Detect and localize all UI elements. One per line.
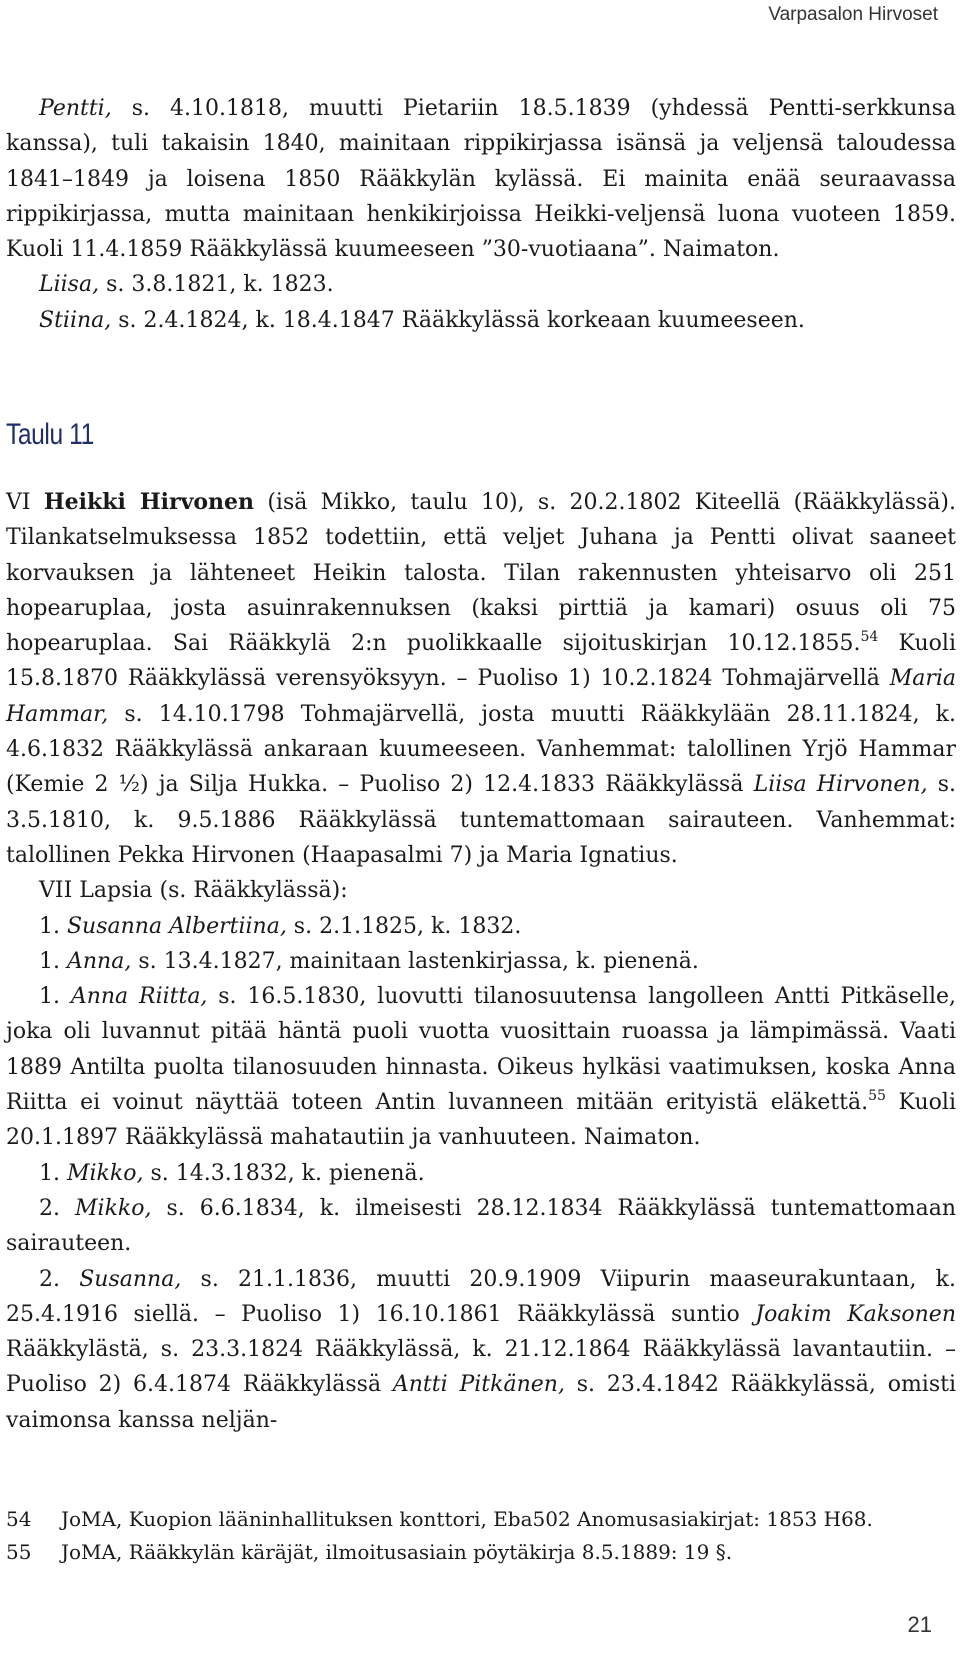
text-block-main — [6, 485, 956, 1438]
paragraph-heikki: VI Heikki Hirvonen (isä Mikko, taulu 10), s. 20.2.1802 Kiteellä (Rääkkylässä). Tilankatselmuksessa 1852 todettiin, että veljet Juhana ja Pentti olivat saaneet korvauksen ja lähteneet Heikin talosta. Tilan rakennusten yhteisarvo oli 251 hopearuplaa, josta asuinrakennuksen (kaksi pirttiä ja kamari) osuus oli 75 hopearuplaa. Sai Rääkkylä 2:n puolikkaalle sijoituskirjan 10.12.1855.54 Kuoli 15.8.1870 Rääkkylässä verensyöksyyn. – Puoliso 1) 10.2.1824 Tohmajärvellä Maria Hammar, s. 14.10.1798 Tohmajärvellä, josta muutti Rääkkylään 28.11.1824, k. 4.6.1832 Rääkkylässä ankaraan kuumeeseen. Vanhemmat: talollinen Yrjö Hammar (Kemie 2 ½) ja Silja Hukka. – Puoliso 2) 12.4.1833 Rääkkylässä Liisa Hirvonen, s. 3.5.1810, k. 9.5.1886 Rääkkylässä tuntemattomaan sairauteen. Vanhemmat: talollinen Pekka Hirvonen (Haapasalmi 7) ja Maria Ignatius. — [6, 489, 957, 868]
child-entry: 1. Susanna Albertiina, s. 2.1.1825, k. 1832. — [39, 913, 522, 939]
children-intro: VII Lapsia (s. Rääkkylässä): — [39, 878, 348, 904]
footnote-ref: 55 — [868, 1088, 886, 1105]
child-entry: 1. Anna Riitta, s. 16.5.1830, luovutti tilanosuutensa langolleen Antti Pitkäselle, joka oli luvannut pitää häntä puoli vuotta vuosittain ruoassa ja lämpimässä. Vaati 1889 Antilta puolta tilanosuuden hinnasta. Oikeus hylkäsi vaatimuksen, koska Anna Riitta ei voinut näyttää toteen Antin luvanneen mitään erityistä eläkettä.$^{55}$ Kuoli 20.1.1897 Rääkkylässä mahatautiin ja vanhuuteen. Naimaton. — [6, 984, 956, 1151]
footnote-item — [6, 1536, 956, 1569]
footnote-text: JoMA, Kuopion lääninhallituksen konttori, Eba502 Anomusasiakirjat: 1853 H68. — [61, 1507, 873, 1531]
spouse-name: Joakim Kaksonen — [755, 1301, 957, 1327]
running-header: Varpasalon Hirvoset — [768, 4, 938, 25]
paragraph-pentti: Pentti, s. 4.10.1818, muutti Pietariin 18.5.1839 (yhdessä Pentti-serkkunsa kanssa), tuli takaisin 1840, mainitaan rippikirjassa isänsä ja veljensä taloudessa 1841–1849 ja loisena 1850 Rääkkylän kylässä. Ei mainita enää seuraavassa rippikirjassa, mutta mainitaan henkikirjoissa Heikki-veljensä luona vuoteen 1859. Kuoli 11.4.1859 Rääkkylässä kuumeeseen ”30-vuotiaana”. Naimaton. — [6, 96, 956, 263]
footnote-ref: 54 — [860, 629, 879, 646]
person-name: Pentti, — [39, 96, 112, 121]
person-name-bold: Heikki Hirvonen — [43, 489, 255, 515]
paragraph-stiina: Stiina, s. 2.4.1824, k. 18.4.1847 Rääkkylässä korkeaan kuumeeseen. — [39, 307, 805, 333]
footnotes — [6, 1503, 956, 1569]
text-block-top — [6, 91, 956, 338]
footnote-item — [6, 1503, 956, 1536]
footnote-text: JoMA, Rääkkylän käräjät, ilmoitusasiain pöytäkirja 8.5.1889: 19 §. — [61, 1540, 733, 1564]
spouse-name: Maria Hammar, — [6, 666, 956, 727]
child-name: Susanna, — [79, 1266, 182, 1292]
child-name: Anna Riitta, — [70, 984, 208, 1010]
child-name: Susanna Albertiina, — [66, 913, 287, 939]
paragraph-liisa: Liisa, s. 3.8.1821, k. 1823. — [39, 272, 334, 298]
child-name: Mikko, — [66, 1160, 144, 1186]
spouse-name: Antti Pitkänen, — [392, 1372, 565, 1398]
footnote-number: 54 — [6, 1507, 32, 1531]
section-heading: Taulu 11 — [6, 418, 94, 451]
spouse-name: Liisa Hirvonen, — [753, 772, 928, 798]
child-entry: 1. Mikko, s. 14.3.1832, k. pienenä. — [39, 1160, 425, 1186]
child-name: Anna, — [66, 948, 132, 974]
child-entry: 2. Susanna, s. 21.1.1836, muutti 20.9.1909 Viipurin maaseurakuntaan, k. 25.4.1916 siellä. – Puoliso 1) 16.10.1861 Rääkkylässä suntio Joakim Kaksonen Rääkkylästä, s. 23.3.1824 Rääkkylässä, k. 21.12.1864 Rääkkylässä lavantautiin. – Puoliso 2) 6.4.1874 Rääkkylässä Antti Pitkänen, s. 23.4.1842 Rääkkylässä, omisti vaimonsa kanssa neljän- — [6, 1266, 957, 1433]
child-name: Mikko, — [75, 1195, 152, 1221]
child-entry: 2. Mikko, s. 6.6.1834, k. ilmeisesti 28.12.1834 Rääkkylässä tuntemattomaan sairauteen. — [6, 1195, 957, 1257]
footnote-number: 55 — [6, 1540, 32, 1564]
person-name: Liisa, — [39, 272, 100, 298]
child-entry: 1. Anna, s. 13.4.1827, mainitaan lastenkirjassa, k. pienenä. — [39, 948, 699, 974]
person-name: Stiina, — [39, 307, 112, 333]
page-number: 21 — [907, 1612, 932, 1637]
